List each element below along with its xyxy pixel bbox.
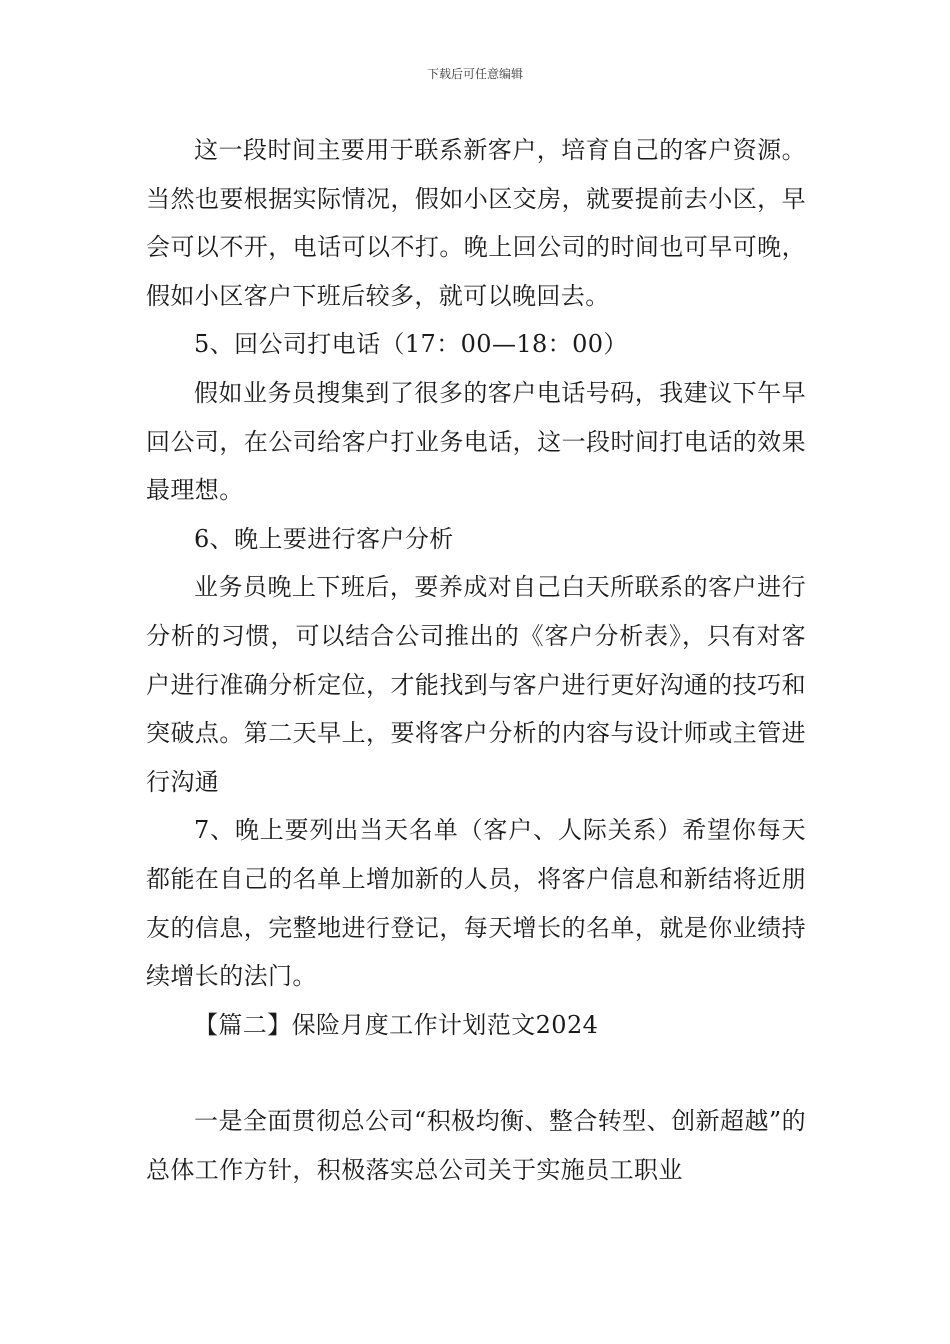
paragraph-policy-implementation: 一是全面贯彻总公司“积极均衡、整合转型、创新超越”的总体工作方针，积极落实总公司关于实施员工职业: [146, 1107, 806, 1184]
paragraph-client-analysis: 业务员晚上下班后，要养成对自己白天所联系的客户进行分析的习惯，可以结合公司推出的《客户分析表》，只有对客户进行准确分析定位，才能找到与客户进行更好沟通的技巧和突破点。第二天早上，要将客户分析的内容与设计师或主管进行沟通: [146, 573, 806, 796]
document-body: [146, 126, 806, 1194]
heading-item-5: 5、回公司打电话（17：00—18：00）: [194, 330, 628, 359]
section-spacer: [146, 1049, 806, 1097]
paragraph-client-development: 这一段时间主要用于联系新客户，培育自己的客户资源。当然也要根据实际情况，假如小区交房，就要提前去小区，早会可以不开，电话可以不打。晚上回公司的时间也可早可晚，假如小区客户下班后较多，就可以晚回去。: [146, 136, 806, 310]
heading-item-6: 6、晚上要进行客户分析: [194, 524, 454, 553]
section-title-part-two: 【篇二】保险月度工作计划范文2024: [194, 1010, 599, 1039]
page-header: 下载后可任意编辑: [426, 67, 523, 81]
paragraph-item-7-name-list: 7、晚上要列出当天名单（客户、人际关系）希望你每天都能在自己的名单上增加新的人员，将客户信息和新结将近朋友的信息，完整地进行登记，每天增长的名单，就是你业绩持续增长的法门。: [146, 816, 806, 991]
paragraph-phone-calls: 假如业务员搜集到了很多的客户电话号码，我建议下午早回公司，在公司给客户打业务电话，这一段时间打电话的效果最理想。: [146, 378, 806, 505]
